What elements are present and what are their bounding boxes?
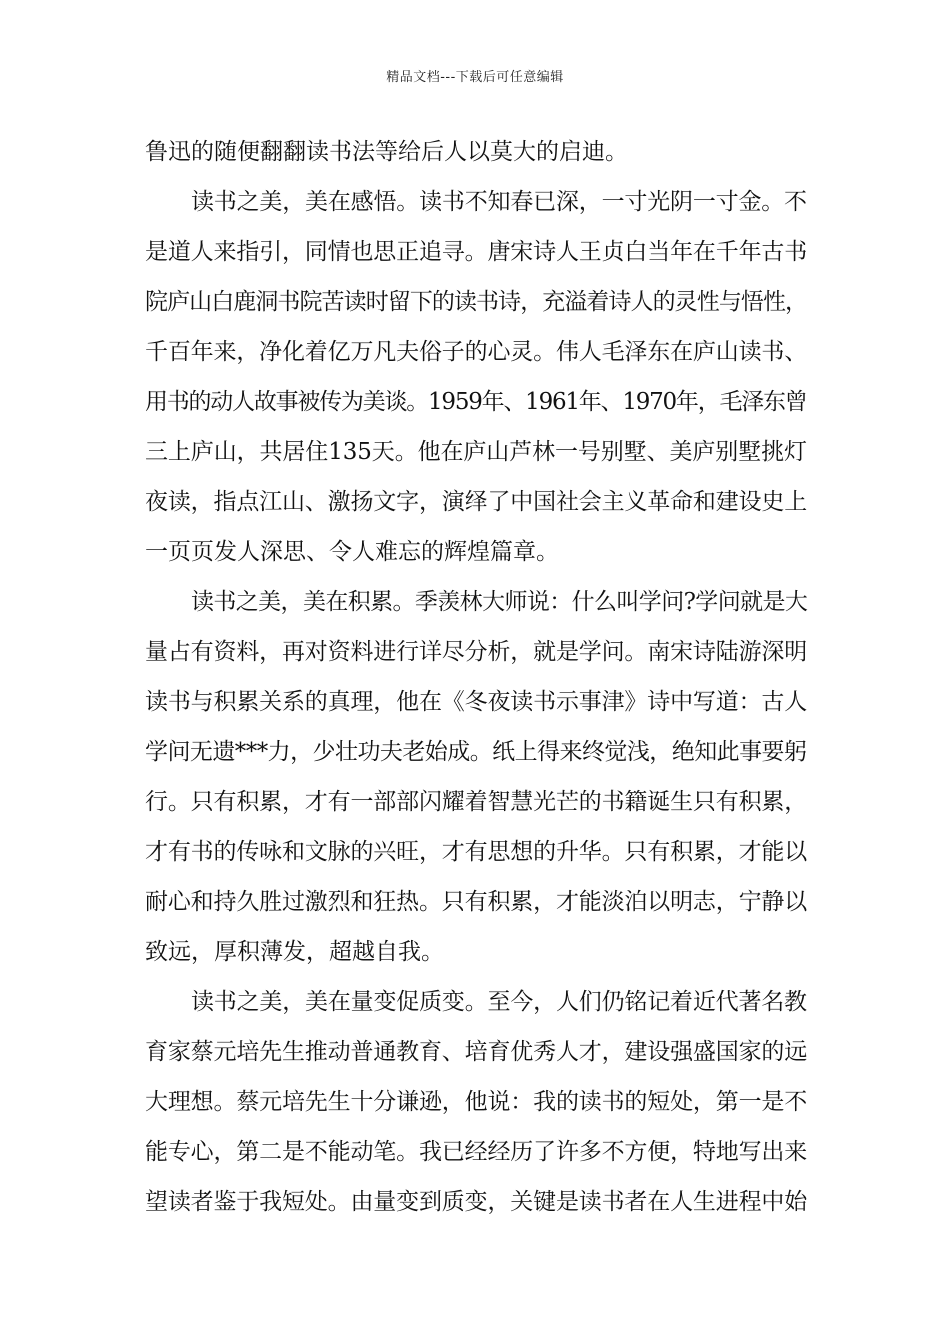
- text-line: 行。只有积累，才有一部部闪耀着智慧光芒的书籍诞生只有积累，: [145, 789, 808, 815]
- text-line: 读书之美，美在积累。季羡林大师说：什么叫学问?学问就是大: [191, 589, 808, 615]
- text-line: 读书之美，美在量变促质变。至今，人们仍铭记着近代著名教: [191, 989, 807, 1015]
- text-line: 用书的动人故事被传为美谈。1959年、1961年、1970年，毛泽东曾: [145, 389, 807, 415]
- text-line: 千百年来，净化着亿万凡夫俗子的心灵。伟人毛泽东在庐山读书、: [145, 339, 808, 365]
- text-line: 是道人来指引，同情也思正追寻。唐宋诗人王贞白当年在千年古书: [145, 239, 808, 265]
- text-line: 读书与积累关系的真理，他在《冬夜读书示事津》诗中写道：古人: [145, 689, 808, 715]
- text-line: 大理想。蔡元培先生十分谦逊，他说：我的读书的短处，第一是不: [145, 1089, 808, 1115]
- text-line: 一页页发人深思、令人难忘的辉煌篇章。: [145, 539, 559, 565]
- text-line: 量占有资料，再对资料进行详尽分析，就是学问。南宋诗陆游深明: [145, 639, 808, 665]
- text-line: 三上庐山，共居住135天。他在庐山芦林一号别墅、美庐别墅挑灯: [145, 439, 807, 465]
- text-line: 能专心，第二是不能动笔。我已经经历了许多不方便，特地写出来: [145, 1139, 808, 1165]
- text-line: 读书之美，美在感悟。读书不知春已深，一寸光阴一寸金。不: [191, 189, 807, 215]
- text-line: 学问无遗***力，少壮功夫老始成。纸上得来终觉浅，绝知此事要躬: [145, 739, 807, 765]
- text-line: 耐心和持久胜过激烈和狂热。只有积累，才能淡泊以明志，宁静以: [145, 889, 808, 915]
- document-body: [145, 127, 807, 1227]
- text-line: 才有书的传咏和文脉的兴旺，才有思想的升华。只有积累，才能以: [145, 839, 808, 865]
- text-line: 望读者鉴于我短处。由量变到质变，关键是读书者在人生进程中始: [145, 1189, 808, 1215]
- text-line: 育家蔡元培先生推动普通教育、培育优秀人才，建设强盛国家的远: [145, 1039, 808, 1065]
- text-line: 致远，厚积薄发，超越自我。: [145, 939, 444, 965]
- text-line: 夜读，指点江山、激扬文字，演绎了中国社会主义革命和建设史上: [145, 489, 808, 515]
- text-line: 院庐山白鹿洞书院苦读时留下的读书诗，充溢着诗人的灵性与悟性，: [145, 289, 808, 315]
- text-line: 鲁迅的随便翻翻读书法等给后人以莫大的启迪。: [145, 139, 628, 165]
- page-header: 精品文档---下载后可任意编辑: [386, 70, 564, 85]
